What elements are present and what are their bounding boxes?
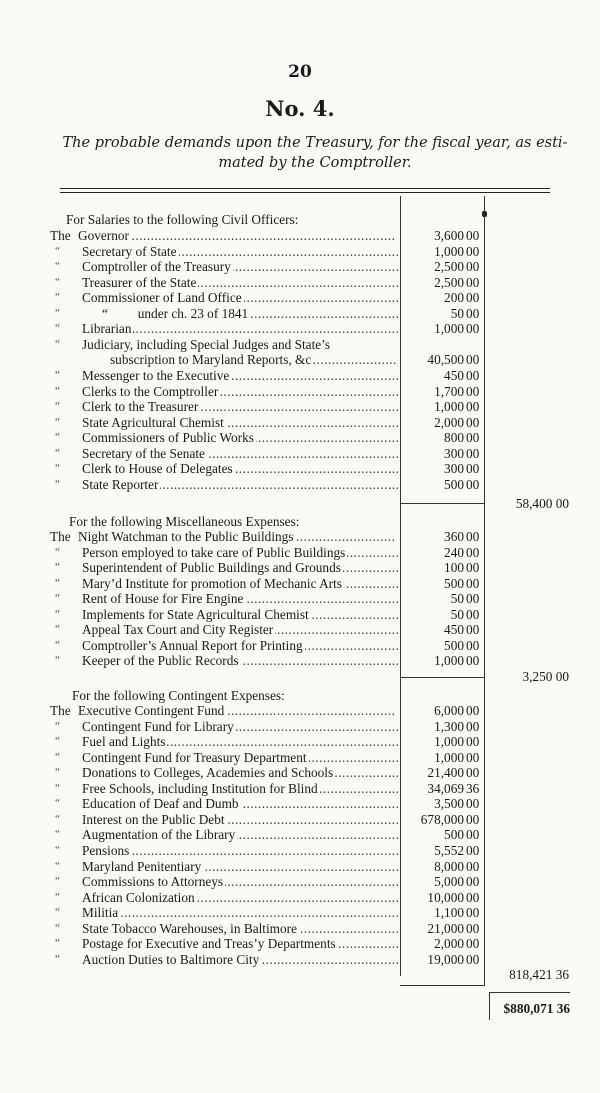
item-cents: 00 [466,874,480,890]
item-amount: 300 [444,445,464,461]
item-description [110,352,398,368]
ledger-row [52,859,482,875]
item-amount: 1,000 [434,321,464,337]
item-description [82,415,398,431]
ledger-row [52,874,482,890]
ledger-row [52,415,482,431]
ditto-mark: “ [55,592,60,605]
item-amount: 2,500 [434,259,464,275]
item-cents: 00 [466,827,480,843]
item-text: Contingent Fund for Treasury Department [82,749,307,765]
ledger-row [52,290,482,306]
ditto-mark: “ [55,623,60,636]
item-cents: 00 [466,889,480,905]
item-cents: 00 [466,321,480,337]
item-cents: 00 [466,544,480,560]
item-description [82,430,398,446]
item-description [82,384,398,400]
ditto-mark: The [50,529,71,544]
ledger-row [52,765,482,781]
item-amount: 50 [450,606,464,622]
item-text: Donations to Colleges, Academies and Schools [82,765,334,781]
item-amount: 200 [444,290,464,306]
item-text: Augmentation of the Library [82,827,236,843]
ledger-row [52,734,482,750]
item-amount: 50 [450,305,464,321]
ditto-mark: “ [55,890,60,903]
ledger-row [52,781,482,797]
section-sum-rule [400,677,485,678]
item-cents: 00 [466,765,480,781]
ledger-row [52,607,482,623]
ditto-mark: “ [55,576,60,589]
section-sum-rule [400,985,485,986]
ledger-row [52,560,482,576]
ledger-row [52,703,482,719]
item-text: Treasurer of the State [82,274,197,290]
item-amount: 1,300 [434,718,464,734]
item-cents: 00 [466,749,480,765]
item-description [82,796,398,812]
item-description [82,734,398,750]
ledger-row [52,936,482,952]
item-text: Implements for State Agricultural Chemist [82,606,309,622]
ditto-mark: “ [55,384,60,397]
item-text: Judiciary, including Special Judges and State’s [82,336,331,352]
item-text: Fuel and Lights [82,734,166,750]
item-description [78,228,394,244]
item-amount: 800 [444,430,464,446]
item-amount: 100 [444,560,464,576]
ledger-row [52,275,482,291]
ditto-mark: “ [55,415,60,428]
ledger-row [52,812,482,828]
ledger-row [52,446,482,462]
item-cents: 00 [466,811,480,827]
item-text: subscription to Maryland Reports, &c [110,352,312,368]
item-cents: 00 [466,622,480,638]
ditto-mark: “ [55,875,60,888]
item-description [82,936,398,952]
ledger-row [52,622,482,638]
item-description [82,446,398,462]
ledger-row [52,921,482,937]
item-description [82,812,398,828]
item-description [78,529,394,545]
item-description [82,576,398,592]
item-amount: 240 [444,544,464,560]
item-description [82,874,398,890]
item-amount: 50 [450,591,464,607]
ledger-row [52,591,482,607]
ditto-mark: “ [55,291,60,304]
section-heading: For the following Contingent Expenses: [72,688,285,703]
item-description [82,461,398,477]
item-amount: 3,600 [434,228,464,243]
ledger-row [52,796,482,812]
item-cents: 00 [466,920,480,936]
ledger-row [52,352,482,368]
ditto-mark: “ [55,654,60,667]
item-text: Mary’d Institute for promotion of Mechanic Arts [82,575,342,591]
ledger-row [52,244,482,260]
item-amount: 5,000 [434,874,464,890]
ledger-row [52,321,482,337]
item-amount: 1,000 [434,243,464,259]
ditto-mark: “ [55,400,60,413]
ditto-mark: “ [55,797,60,810]
item-text: Interest on the Public Debt [82,811,225,827]
item-text: Postage for Executive and Treas’y Departments [82,936,336,952]
section-sum-rule [400,503,485,504]
item-cents: 00 [466,476,480,492]
item-cents: 00 [466,575,480,591]
ditto-mark: “ [55,719,60,732]
item-amount: 500 [444,827,464,843]
item-amount: 3,500 [434,796,464,812]
item-description [82,477,398,493]
item-cents: 00 [466,905,480,921]
item-amount: 19,000 [427,951,464,967]
item-cents: 00 [466,290,480,306]
item-text: Rent of House for Fire Engine [82,591,244,607]
item-description [82,259,398,275]
item-cents: 00 [466,637,480,653]
item-text: Free Schools, including Institution for Blind [82,780,318,796]
item-text: Secretary of the Senate [82,445,205,461]
ditto-mark: “ [55,921,60,934]
ledger-row [52,952,482,968]
item-description [82,781,398,797]
item-cents: 00 [466,383,480,399]
subtitle-line-2: mated by the Comptroller. [218,155,412,171]
item-amount: 450 [444,367,464,383]
item-text: Clerks to the Comptroller [82,383,219,399]
item-description [82,638,398,654]
item-text: Night Watchman to the Public Buildings [78,529,294,544]
item-description [82,337,398,353]
item-text: Contingent Fund for Library [82,718,234,734]
item-text: Appeal Tax Court and City Register [82,622,274,638]
item-cents: 00 [466,936,480,952]
ditto-mark: “ [55,337,60,350]
ditto-mark: “ [55,859,60,872]
item-text: Comptroller’s Annual Report for Printing [82,637,303,653]
item-text: Clerk to House of Delegates [82,461,233,477]
grand-total-rule [489,992,570,993]
item-amount: 8,000 [434,858,464,874]
ledger-row [52,430,482,446]
ledger-row [52,259,482,275]
ditto-mark: “ [55,781,60,794]
ditto-mark: “ [55,828,60,841]
item-description [82,545,398,561]
ditto-mark: The [50,228,71,243]
item-description [82,719,398,735]
item-amount: 5,552 [434,842,464,858]
item-amount: 1,100 [434,905,464,921]
ledger-row [52,843,482,859]
ink-speck [482,211,487,217]
section-total: 58,400 00 [515,496,569,511]
item-amount: 1,000 [434,734,464,750]
item-cents: 00 [466,653,480,669]
ditto-mark: “ [55,275,60,288]
subtitle-line-1: The probable demands upon the Treasury, for the fiscal year, as esti- [62,135,568,151]
top-double-rule-1 [60,188,550,189]
item-description [82,306,398,322]
ditto-mark: “ [55,952,60,965]
ditto-mark: “ [55,431,60,444]
ledger-row [52,529,482,545]
ledger-row [52,337,482,353]
item-amount: 300 [444,461,464,477]
item-description [82,827,398,843]
item-cents: 00 [466,228,480,243]
item-amount: 40,500 [427,352,464,368]
ledger-row [52,368,482,384]
item-text: Person employed to take care of Public Buildings [82,544,346,560]
ditto-mark: The [50,703,71,718]
item-amount: 1,000 [434,653,464,669]
item-description [82,290,398,306]
ditto-mark: “ [55,322,60,335]
item-description [82,765,398,781]
ledger-row [52,890,482,906]
item-amount: 1,700 [434,383,464,399]
ledger-row [52,306,482,322]
item-description [82,244,398,260]
item-cents: 00 [466,951,480,967]
ledger-row [52,545,482,561]
item-amount: 2,500 [434,274,464,290]
item-text: Comptroller of the Treasury [82,259,231,275]
item-amount: 360 [444,529,464,544]
item-amount: 21,000 [427,920,464,936]
ledger-row [52,384,482,400]
document-subtitle [60,133,570,173]
item-text: Clerk to the Treasurer [82,399,199,415]
ditto-mark: “ [55,561,60,574]
item-description [82,843,398,859]
item-description [82,399,398,415]
item-amount: 1,000 [434,399,464,415]
ditto-mark: “ [55,462,60,475]
ditto-mark: “ [55,750,60,763]
item-description [82,952,398,968]
section-total: 818,421 36 [509,967,569,982]
item-amount: 678,000 [420,811,464,827]
item-cents: 00 [466,414,480,430]
item-cents: 00 [466,399,480,415]
ditto-mark: “ [55,607,60,620]
item-cents: 00 [466,734,480,750]
item-text: State Tobacco Warehouses, in Baltimore [82,920,298,936]
item-text: Governor [78,228,129,243]
item-description [78,703,394,719]
top-double-rule-2 [60,192,550,193]
item-cents: 00 [466,718,480,734]
ditto-mark: “ [55,906,60,919]
item-description [82,607,398,623]
item-cents: 00 [466,352,480,368]
item-text: Keeper of the Public Records [82,653,239,669]
item-description [82,750,398,766]
ledger-row [52,399,482,415]
item-text: Commissioner of Land Office [82,290,242,306]
item-description [82,275,398,291]
item-text: Militia [82,905,119,921]
item-text: “ under ch. 23 of 1841 [82,305,249,321]
ledger-row [52,905,482,921]
item-text: State Agricultural Chemist [82,414,224,430]
item-cents: 00 [466,243,480,259]
ditto-mark: “ [55,638,60,651]
item-cents: 00 [466,274,480,290]
item-text: Superintendent of Public Buildings and Grounds [82,560,341,576]
ditto-mark: “ [55,368,60,381]
item-description [82,890,398,906]
item-cents: 00 [466,606,480,622]
ditto-mark: “ [55,766,60,779]
ledger-row [52,827,482,843]
section-total: 3,250 00 [522,669,569,684]
item-text: Secretary of State [82,243,177,259]
ledger-row [52,719,482,735]
item-text: Maryland Penitentiary [82,858,202,874]
item-text: State Reporter [82,476,159,492]
ditto-mark: “ [55,477,60,490]
ledger-row [52,638,482,654]
item-cents: 00 [466,842,480,858]
section-heading: For the following Miscellaneous Expenses: [69,514,300,529]
item-amount: 2,000 [434,936,464,952]
item-text: African Colonization [82,889,195,905]
amount-column-right-border [484,196,485,986]
item-cents: 00 [466,858,480,874]
ledger-row [52,653,482,669]
ditto-mark: “ [55,260,60,273]
item-text: Pensions [82,842,130,858]
item-description [82,368,398,384]
item-amount: 2,000 [434,414,464,430]
item-cents: 36 [466,780,480,796]
item-cents: 00 [466,591,480,607]
item-text: Messenger to the Executive [82,367,230,383]
ditto-mark: “ [55,937,60,950]
item-amount: 450 [444,622,464,638]
item-description [82,921,398,937]
item-text: Commissions to Attorneys [82,874,224,890]
item-text: Librarian [82,321,132,337]
item-cents: 00 [466,796,480,812]
item-description [82,905,398,921]
item-amount: 500 [444,637,464,653]
item-cents: 00 [466,529,480,544]
ditto-mark: “ [55,812,60,825]
item-description [82,622,398,638]
ditto-mark: “ [55,446,60,459]
item-amount: 500 [444,476,464,492]
item-amount: 1,000 [434,749,464,765]
document-title: No. 4. [265,96,335,121]
ledger-row [52,228,482,244]
item-cents: 00 [466,560,480,576]
ditto-mark: “ [55,735,60,748]
item-text: Executive Contingent Fund [78,703,225,718]
item-amount: 21,400 [427,765,464,781]
item-cents: 00 [466,703,480,718]
ditto-mark: “ [55,545,60,558]
item-description [82,591,398,607]
item-description [82,859,398,875]
item-cents: 00 [466,305,480,321]
ledger-row [52,477,482,493]
ledger-row [52,750,482,766]
item-amount: 10,000 [427,889,464,905]
item-cents: 00 [466,367,480,383]
item-text: Education of Deaf and Dumb [82,796,239,812]
ditto-mark: “ [55,244,60,257]
item-description [82,560,398,576]
page-number: 20 [288,62,312,82]
item-cents: 00 [466,259,480,275]
item-description [82,321,398,337]
ledger-row [52,576,482,592]
item-cents: 00 [466,430,480,446]
item-amount: 6,000 [434,703,464,718]
item-cents: 00 [466,445,480,461]
item-amount: 34,069 [427,780,464,796]
ledger-row [52,461,482,477]
item-amount: 500 [444,575,464,591]
ditto-mark: “ [55,306,60,319]
item-cents: 00 [466,461,480,477]
section-heading: For Salaries to the following Civil Officers: [66,212,299,227]
ditto-mark: “ [55,843,60,856]
grand-total: $880,071 36 [503,1001,570,1016]
item-description [82,653,398,669]
item-text: Commissioners of Public Works [82,430,254,446]
item-text: Auction Duties to Baltimore City [82,951,260,967]
